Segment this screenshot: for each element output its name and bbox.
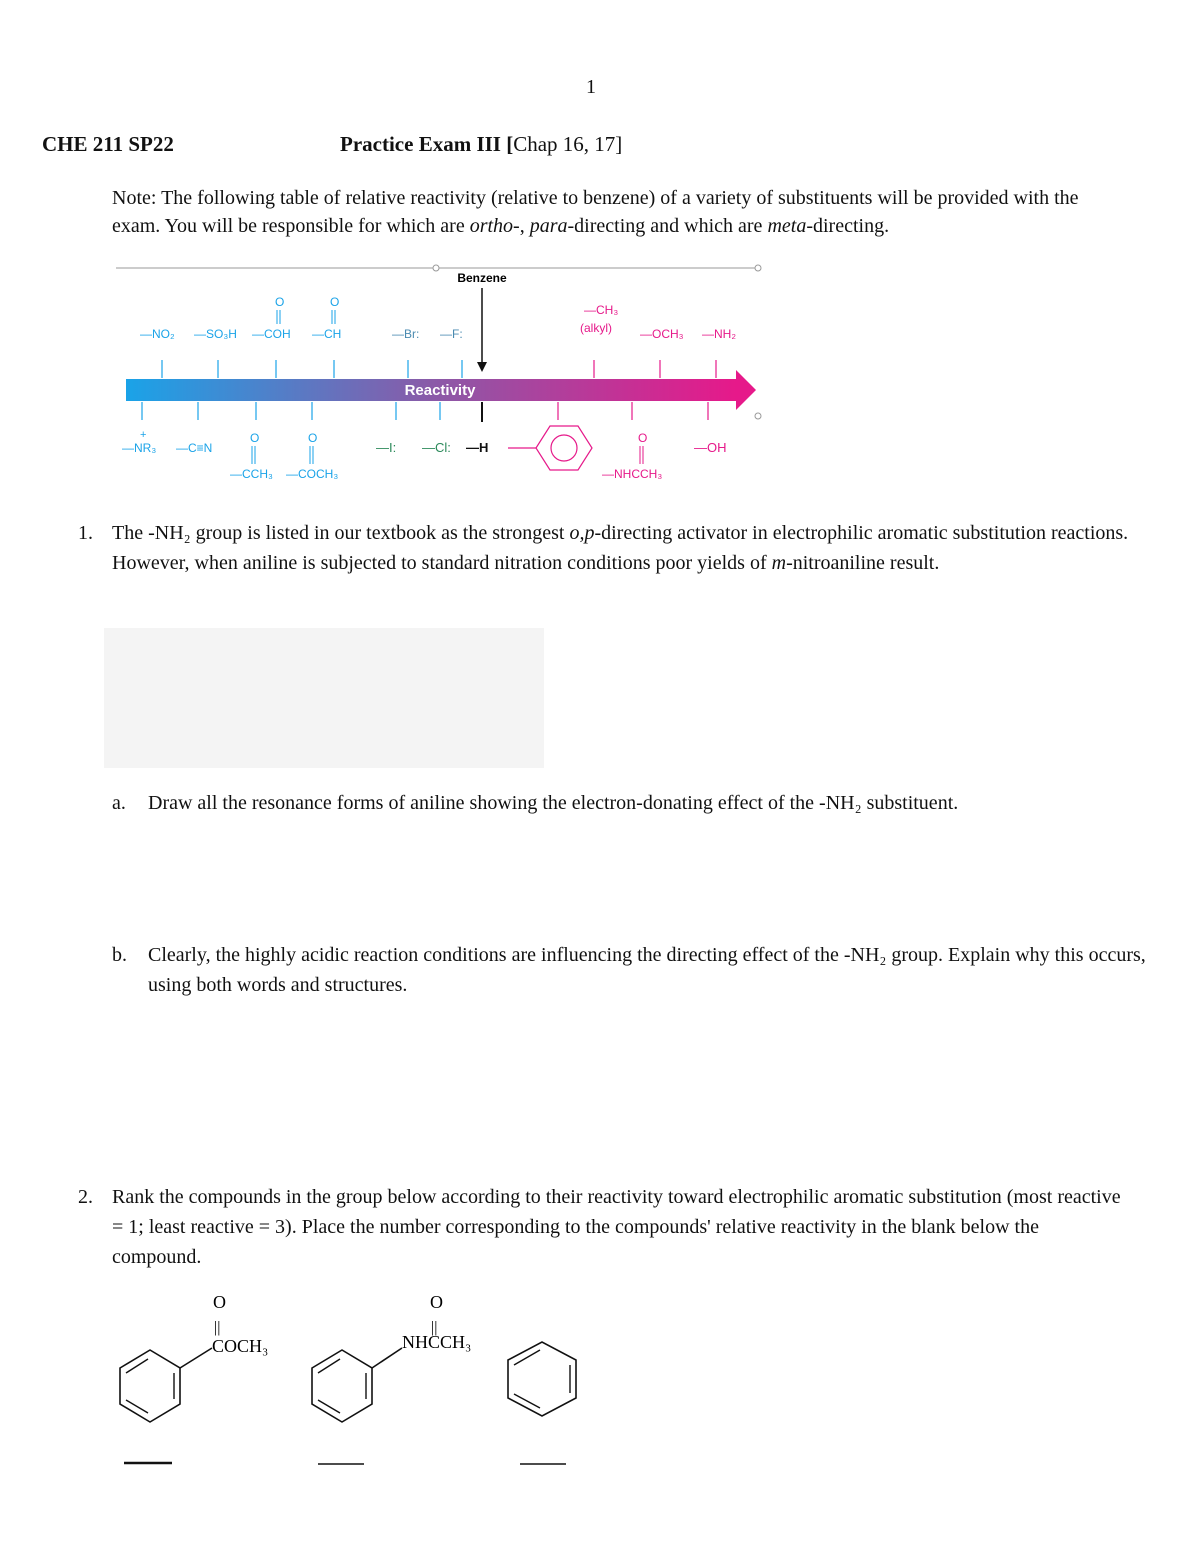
label-br: —Br: — [392, 327, 420, 341]
bracket-dot-right-2 — [755, 413, 761, 419]
label-coch3-o: O — [308, 431, 318, 445]
compound-2-substituent: NHCCH₃ — [402, 1332, 472, 1352]
bottom-activator-labels — [602, 431, 727, 481]
note-sep: , — [519, 215, 530, 237]
question-1b-text: Clearly, the highly acidic reaction conditions are influencing the directing effect of the -NH₂ group. Explain why this occurs, using both words and structures. — [148, 944, 1146, 996]
note-paragraph — [112, 184, 1112, 240]
label-i: —I: — [376, 440, 397, 455]
label-nr3: —NR₃ — [122, 441, 157, 455]
note-para: para — [529, 215, 568, 237]
note-ortho: ortho- — [469, 215, 520, 237]
question-1a-label: a. — [112, 792, 126, 814]
benzene-label: Benzene — [457, 271, 507, 285]
note-text-2: -directing and which are — [567, 215, 768, 237]
top-activator-labels — [580, 303, 736, 341]
label-coh-o: O — [275, 295, 285, 309]
ticks-bottom-left — [142, 402, 440, 420]
question-2-number: 2. — [78, 1186, 93, 1208]
label-ch3: —CH₃ — [584, 303, 619, 317]
compound-2 — [312, 1292, 471, 1422]
faint-blank-area — [104, 628, 544, 768]
bracket-dot-mid — [433, 265, 439, 271]
compound-3 — [508, 1342, 576, 1416]
top-halogen-labels — [392, 327, 463, 341]
label-cl: —Cl: — [422, 440, 451, 455]
label-cch3: —CCH₃ — [230, 467, 273, 481]
question-2-text: Rank the compounds in the group below according to their reactivity toward electrophilic aromatic substitution (most reactive = 1; least reactive = 3). Place the number corresponding to the compounds' relative reactivity in the blank below the compound. — [112, 1186, 1121, 1268]
question-1b-label: b. — [112, 944, 127, 966]
course-code: CHE 211 SP22 — [42, 132, 174, 156]
label-nhcch3-o: O — [638, 431, 648, 445]
benzene-ring-diagram — [508, 426, 592, 470]
label-ch-o: O — [330, 295, 340, 309]
label-oh: —OH — [694, 440, 727, 455]
q1-op: o,p — [569, 522, 595, 544]
label-so3h: —SO₃H — [194, 327, 237, 341]
compound-1 — [120, 1292, 268, 1422]
bottom-deactivator-labels — [122, 429, 338, 481]
benzene-arrow-head — [477, 362, 487, 372]
compound-1-substituent: COCH₃ — [212, 1336, 269, 1356]
label-cch3-o: O — [250, 431, 260, 445]
ticks-top-right — [594, 360, 716, 378]
question-1a-text: Draw all the resonance forms of aniline showing the electron-donating effect of the -NH₂ substituent. — [148, 792, 959, 814]
compound-2-o: O — [430, 1292, 443, 1312]
label-h: —H — [466, 440, 489, 455]
note-text-3: -directing. — [806, 215, 890, 237]
label-coch3: —COCH₃ — [286, 467, 339, 481]
compounds-figure — [100, 1288, 620, 1478]
q1-text-2: -directing activator in electrophilic aromatic substitution reactions. However, when aniline is subjected to standard nitration conditions poor yields of — [112, 522, 1129, 574]
label-nh2: —NH₂ — [702, 327, 736, 341]
label-och3: —OCH₃ — [640, 327, 684, 341]
exam-title-bold: Practice Exam III [ — [340, 132, 514, 156]
label-ch: —CH — [312, 327, 342, 341]
label-no2: —NO₂ — [140, 327, 175, 341]
page-number: 1 — [586, 76, 596, 98]
bottom-halogen-labels — [376, 440, 451, 455]
top-deactivator-labels — [140, 295, 341, 341]
note-meta: meta — [767, 215, 807, 237]
question-1-text — [112, 518, 1132, 578]
bracket-dot-right — [755, 265, 761, 271]
reactivity-arrowhead — [736, 370, 756, 410]
label-coh: —COH — [252, 327, 291, 341]
label-f: —F: — [440, 327, 463, 341]
question-1-number: 1. — [78, 522, 93, 544]
q1-m: m — [771, 552, 787, 574]
reactivity-label: Reactivity — [404, 382, 476, 399]
label-alkyl: (alkyl) — [580, 321, 612, 335]
compound-1-double-bond: || — [214, 1319, 221, 1336]
label-plus: + — [140, 429, 147, 441]
compound-2-double-bond: || — [431, 1319, 438, 1336]
label-cn: —C≡N — [176, 441, 213, 455]
note-text-1: Note: The following table of relative reactivity (relative to benzene) of a variety of substituents will be provided with the exam. You will be responsible for which are — [112, 187, 1079, 237]
compound-1-o: O — [213, 1292, 226, 1312]
reactivity-diagram — [110, 262, 770, 492]
label-nhcch3: —NHCCH₃ — [602, 467, 663, 481]
q1-text-3: -nitroaniline result. — [786, 552, 940, 574]
ticks-bottom-right — [558, 402, 708, 420]
exam-title — [340, 132, 622, 157]
exam-chapters: Chap 16, 17] — [513, 132, 623, 156]
q1-text-1: The -NH₂ group is listed in our textbook as the strongest — [112, 522, 570, 544]
ticks-top-left — [162, 360, 462, 378]
